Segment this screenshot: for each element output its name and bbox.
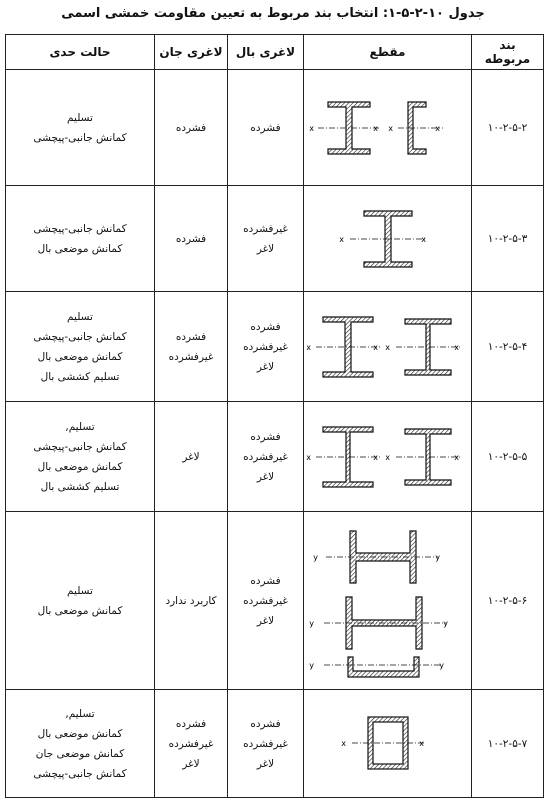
- limit-state-text: کمانش موضعی بال: [37, 604, 123, 617]
- flange-value: لاغر: [256, 614, 275, 627]
- web-value: فشرده: [175, 330, 207, 343]
- web-cell: [155, 402, 228, 512]
- axis-label-y: y: [308, 660, 314, 670]
- axis-label-x: x: [384, 452, 390, 462]
- axis-label-x: x: [308, 123, 314, 133]
- clause-cell: ۱۰-۲-۵-۴: [472, 292, 544, 402]
- i-and-channel-section-diagram: [308, 88, 468, 168]
- axis-label-x: x: [372, 452, 378, 462]
- table-row: [6, 292, 544, 402]
- limit-state-text: کمانش جانبی-پیچشی: [33, 330, 127, 343]
- limit-state-text: کمانش موضعی بال: [37, 727, 123, 740]
- web-value: فشرده: [175, 121, 207, 134]
- web-cell: [155, 512, 228, 690]
- web-value: غیرفشرده: [168, 737, 214, 750]
- header-limit-state: حالت حدی: [6, 35, 155, 70]
- limit-state-cell: [6, 292, 155, 402]
- flange-value: لاغر: [256, 360, 275, 373]
- limit-state-text: کمانش جانبی-پیچشی: [33, 131, 127, 144]
- clause-cell: ۱۰-۲-۵-۵: [472, 402, 544, 512]
- axis-label-x: x: [340, 738, 346, 748]
- header-clause: بند مربوطه: [472, 35, 544, 70]
- header-flange: لاغری بال: [228, 35, 304, 70]
- axis-label-x: x: [384, 342, 390, 352]
- classification-table: [5, 34, 544, 798]
- axis-label-y: y: [312, 552, 318, 562]
- axis-label-x: x: [305, 342, 311, 352]
- flange-cell: [228, 690, 304, 798]
- web-value: غیرفشرده: [168, 350, 214, 363]
- box-section-diagram: [338, 707, 438, 781]
- two-i-sections-diagram: [305, 417, 468, 497]
- limit-state-cell: [6, 70, 155, 186]
- section-cell: [304, 512, 472, 690]
- limit-state-text: تسلیم کششی بال: [40, 480, 120, 493]
- axis-label-y: y: [434, 552, 440, 562]
- flange-value: فشرده: [250, 430, 281, 443]
- section-cell: [304, 292, 472, 402]
- flange-cell: [228, 186, 304, 292]
- limit-state-text: تسلیم کششی بال: [40, 370, 120, 383]
- flange-value: لاغر: [256, 470, 275, 483]
- axis-label-x: x: [453, 342, 459, 352]
- axis-label-x: x: [434, 123, 440, 133]
- flange-value: غیرفشرده: [243, 222, 288, 235]
- axis-label-x: x: [372, 123, 378, 133]
- limit-state-cell: [6, 186, 155, 292]
- web-cell: [155, 690, 228, 798]
- flange-value: غیرفشرده: [243, 450, 288, 463]
- web-value: لاغر: [182, 757, 200, 770]
- axis-label-x: x: [453, 452, 459, 462]
- axis-label-x: x: [418, 738, 424, 748]
- section-cell: [304, 690, 472, 798]
- web-cell: [155, 292, 228, 402]
- minor-axis-sections-diagram: [308, 517, 468, 685]
- clause-cell: ۱۰-۲-۵-۳: [472, 186, 544, 292]
- axis-label-x: x: [338, 234, 344, 244]
- flange-cell: [228, 70, 304, 186]
- flange-value: غیرفشرده: [243, 594, 288, 607]
- table-row: [6, 402, 544, 512]
- limit-state-text: کمانش جانبی-پیچشی: [33, 440, 127, 453]
- flange-value: لاغر: [256, 242, 275, 255]
- header-section: مقطع: [304, 35, 472, 70]
- table-row: [6, 690, 544, 798]
- section-cell: [304, 70, 472, 186]
- section-cell: [304, 186, 472, 292]
- flange-cell: [228, 402, 304, 512]
- flange-cell: [228, 292, 304, 402]
- limit-state-text: تسلیم,: [65, 420, 95, 433]
- axis-label-x: x: [305, 452, 311, 462]
- limit-state-cell: [6, 402, 155, 512]
- limit-state-text: تسلیم: [67, 584, 93, 597]
- flange-value: فشرده: [250, 717, 281, 730]
- flange-value: فشرده: [250, 320, 281, 333]
- limit-state-text: تسلیم,: [65, 707, 95, 720]
- flange-value: فشرده: [250, 121, 281, 134]
- limit-state-text: کمانش جانبی-پیچشی: [33, 222, 127, 235]
- flange-value: غیرفشرده: [243, 340, 288, 353]
- table-title: جدول ۱۰-۲-۵-۱: انتخاب بند مربوط به تعیین مقاومت خمشی اسمی: [61, 6, 485, 21]
- clause-cell: ۱۰-۲-۵-۲: [472, 70, 544, 186]
- limit-state-text: تسلیم: [67, 111, 93, 124]
- limit-state-cell: [6, 690, 155, 798]
- web-cell: [155, 186, 228, 292]
- flange-value: غیرفشرده: [243, 737, 288, 750]
- axis-label-x: x: [372, 342, 378, 352]
- axis-label-x: x: [420, 234, 426, 244]
- flange-value: لاغر: [256, 757, 275, 770]
- clause-cell: ۱۰-۲-۵-۷: [472, 690, 544, 798]
- web-value: فشرده: [175, 232, 207, 245]
- limit-state-text: تسلیم: [67, 310, 93, 323]
- clause-cell: ۱۰-۲-۵-۶: [472, 512, 544, 690]
- limit-state-text: کمانش موضعی بال: [37, 350, 123, 363]
- two-i-sections-diagram: [305, 307, 468, 387]
- web-cell: [155, 70, 228, 186]
- web-value: فشرده: [175, 717, 207, 730]
- header-row: [6, 35, 544, 70]
- web-value: کاربرد ندارد: [165, 594, 217, 607]
- section-cell: [304, 402, 472, 512]
- limit-state-text: کمانش موضعی جان: [35, 747, 125, 760]
- header-web: لاغری جان: [155, 35, 228, 70]
- limit-state-text: کمانش موضعی بال: [37, 242, 123, 255]
- limit-state-cell: [6, 512, 155, 690]
- i-section-diagram: [338, 201, 438, 277]
- limit-state-text: کمانش موضعی بال: [37, 460, 123, 473]
- table-row: [6, 70, 544, 186]
- table-row: [6, 512, 544, 690]
- table-row: [6, 186, 544, 292]
- axis-label-y: y: [442, 618, 448, 628]
- axis-label-y: y: [438, 660, 444, 670]
- limit-state-text: کمانش جانبی-پیچشی: [33, 767, 127, 780]
- flange-cell: [228, 512, 304, 690]
- axis-label-y: y: [308, 618, 314, 628]
- flange-value: فشرده: [250, 574, 281, 587]
- axis-label-x: x: [387, 123, 393, 133]
- web-value: لاغر: [182, 450, 200, 463]
